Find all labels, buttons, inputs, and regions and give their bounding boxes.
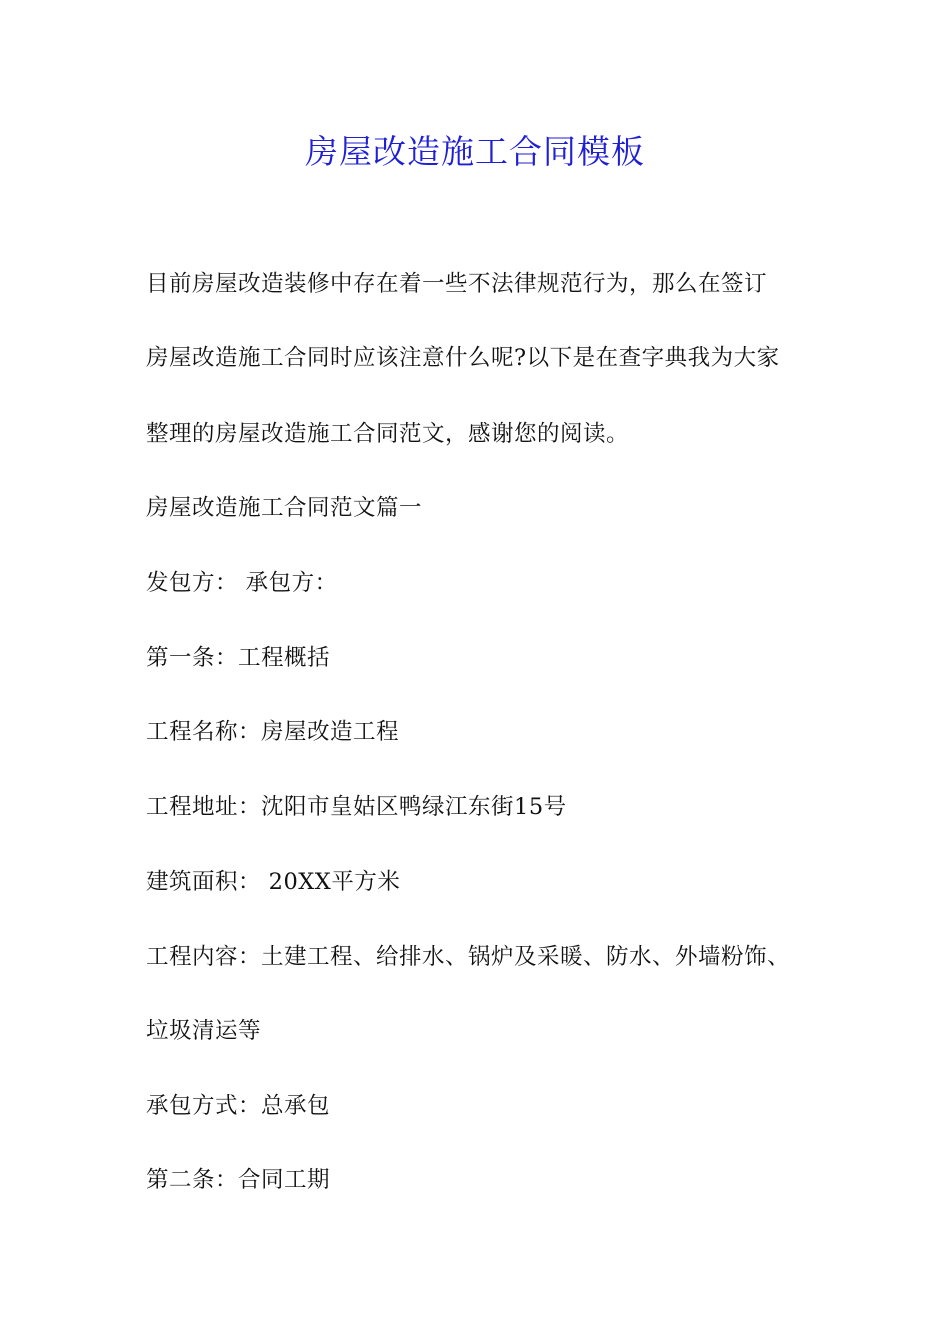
intro-line-3: 整理的房屋改造施工合同范文，感谢您的阅读。 xyxy=(146,421,630,447)
parties-line: 发包方： 承包方： xyxy=(146,570,338,596)
document-title: 房屋改造施工合同模板 xyxy=(305,132,645,171)
intro-line-1: 目前房屋改造装修中存在着一些不法律规范行为，那么在签订 xyxy=(146,271,768,297)
project-address-line: 工程地址：沈阳市皇姑区鸭绿江东街15号 xyxy=(146,794,567,820)
article-two-heading: 第二条：合同工期 xyxy=(146,1167,331,1193)
section-heading: 房屋改造施工合同范文篇一 xyxy=(146,495,423,521)
contract-method-line: 承包方式：总承包 xyxy=(146,1093,331,1119)
project-content-line-1: 工程内容：土建工程、给排水、锅炉及采暖、防水、外墙粉饰、 xyxy=(146,944,791,970)
building-area-line: 建筑面积： 20XX平方米 xyxy=(146,869,401,895)
project-name-line: 工程名称：房屋改造工程 xyxy=(146,719,400,745)
article-one-heading: 第一条：工程概括 xyxy=(146,645,331,671)
project-content-line-2: 垃圾清运等 xyxy=(146,1018,262,1044)
intro-line-2: 房屋改造施工合同时应该注意什么呢?以下是在查字典我为大家 xyxy=(146,345,780,371)
